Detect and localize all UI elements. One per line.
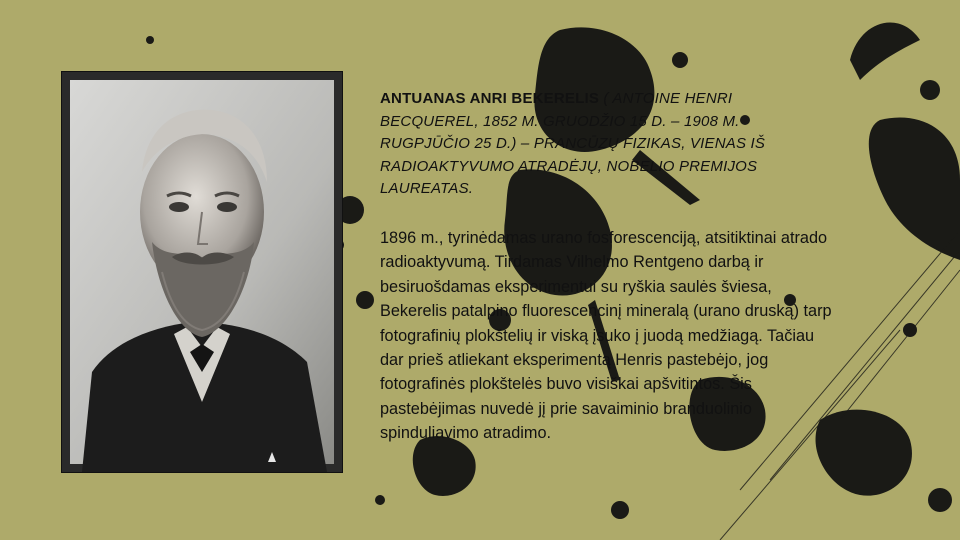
slide-heading xyxy=(380,88,830,201)
heading-name: ANTUANAS ANRI BEKERELIS xyxy=(380,90,600,107)
portrait-photo xyxy=(62,72,342,472)
body-paragraph: 1896 m., tyrinėdamas urano fosforescenciją, atsitiktinai atrado radioaktyvumą. Tirdamas Vilhelmo Rentgeno darbą ir besiruošdamas eksperimentui su ryškia saulės šviesa, Bekerelis patalpino fluorescencinį mineralą (urano druską) tarp fotografinių plokštelių ir viską įsuko į juodą medžiagą. Tačiau dar prieš atliekant eksperimentą Henris pastebėjo, jog fotografinės plokštelės buvo visiškai apšvitintos. Šis pastebėjimas nuvedė jį prie savaiminio branduolinio spinduliavimo atradimo. xyxy=(380,229,832,443)
portrait-image xyxy=(62,72,342,472)
heading-details: ( ANTOINE HENRI BECQUEREL, 1852 M. GRUODŽIO 15 D. – 1908 M. RUGPJŪČIO 25 D.) – PRANCŪZŲ FIZIKAS, VIENAS IŠ RADIOAKTYVUMO ATRADĖJŲ, NOBELIO PREMIJOS LAUREATAS. xyxy=(380,90,766,197)
